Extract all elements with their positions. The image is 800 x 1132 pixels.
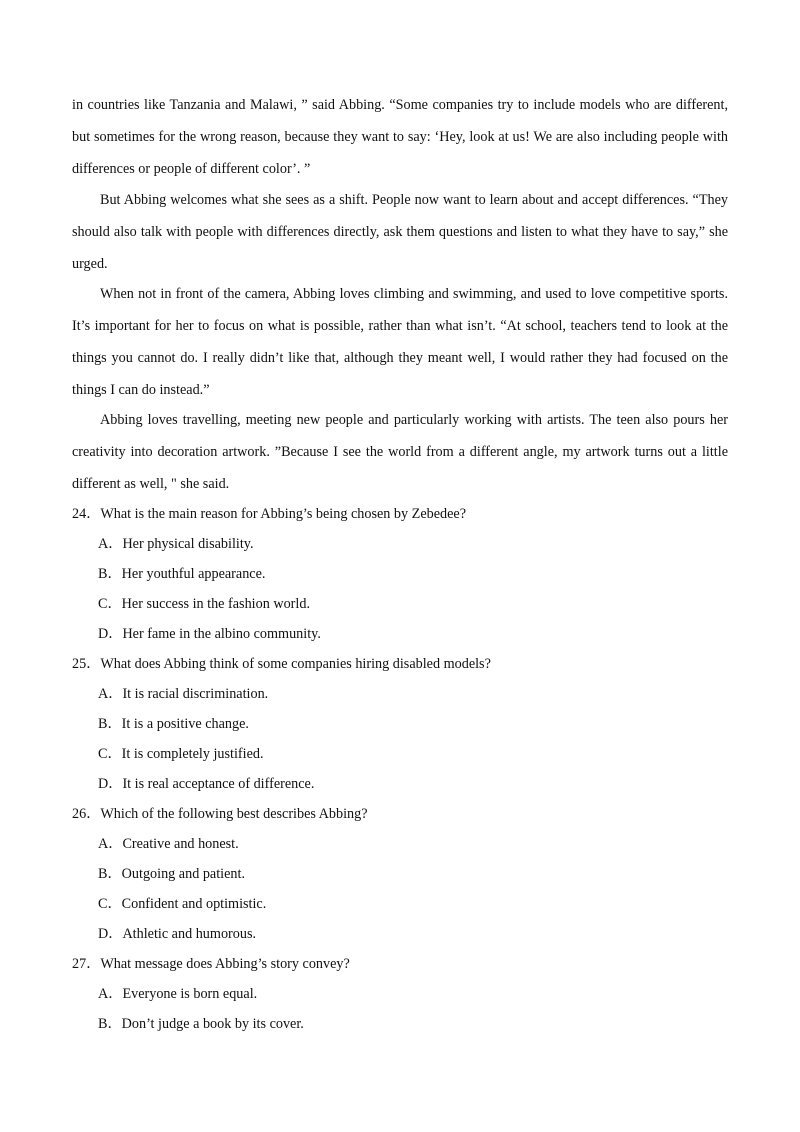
question-text: Which of the following best describes Abbing? bbox=[100, 806, 368, 822]
question-number: 24． bbox=[72, 506, 101, 522]
option-24-c bbox=[98, 594, 718, 614]
option-letter: B． bbox=[98, 1016, 122, 1032]
option-text: It is a positive change. bbox=[121, 716, 249, 732]
option-text: Her success in the fashion world. bbox=[121, 596, 310, 612]
passage-paragraph-3: When not in front of the camera, Abbing loves climbing and swimming, and used to love competitive sports. It’s important for her to focus on what is possible, rather than what isn’t. “At school, teachers tend to look at the things you cannot do. I really didn’t like that, although they meant well, I would rather they had focused on the things I can do instead.” bbox=[72, 286, 728, 398]
option-25-c bbox=[98, 744, 718, 764]
option-text: It is racial discrimination. bbox=[122, 686, 269, 702]
option-letter: A． bbox=[98, 536, 123, 552]
option-text: Athletic and humorous. bbox=[122, 926, 257, 942]
option-letter: B． bbox=[98, 866, 122, 882]
option-letter: A． bbox=[98, 686, 123, 702]
question-text: What is the main reason for Abbing’s being chosen by Zebedee? bbox=[100, 506, 467, 522]
option-text: Confident and optimistic. bbox=[121, 896, 267, 912]
option-letter: C． bbox=[98, 596, 122, 612]
option-text: Her fame in the albino community. bbox=[122, 626, 321, 642]
option-24-d bbox=[98, 624, 718, 644]
option-text: Creative and honest. bbox=[122, 836, 239, 852]
option-text: Her youthful appearance. bbox=[121, 566, 266, 582]
option-24-a bbox=[98, 534, 718, 554]
passage-paragraph-4: Abbing loves travelling, meeting new people and particularly working with artists. The teen also pours her creativity into decoration artwork. ”Because I see the world from a different angle, my artwork turns out a little different as well, " she said. bbox=[72, 412, 728, 492]
question-26 bbox=[72, 804, 728, 824]
question-number: 25． bbox=[72, 656, 101, 672]
question-text: What does Abbing think of some companies hiring disabled models? bbox=[100, 656, 491, 672]
option-letter: D． bbox=[98, 776, 123, 792]
option-25-d bbox=[98, 774, 718, 794]
option-text: Everyone is born equal. bbox=[122, 986, 258, 1002]
option-24-b bbox=[98, 564, 718, 584]
question-number: 26． bbox=[72, 806, 101, 822]
option-26-c bbox=[98, 894, 718, 914]
option-text: It is completely justified. bbox=[121, 746, 264, 762]
option-letter: D． bbox=[98, 926, 123, 942]
option-25-b bbox=[98, 714, 718, 734]
option-25-a bbox=[98, 684, 718, 704]
option-letter: A． bbox=[98, 986, 123, 1002]
option-27-b bbox=[98, 1014, 718, 1034]
question-24 bbox=[72, 504, 728, 524]
question-text: What message does Abbing’s story convey? bbox=[100, 956, 350, 972]
question-number: 27． bbox=[72, 956, 101, 972]
option-letter: B． bbox=[98, 716, 122, 732]
passage-paragraph-1: in countries like Tanzania and Malawi, ” said Abbing. “Some companies try to include models who are different, but sometimes for the wrong reason, because they want to say: ‘Hey, look at us! We are also including people with differences or people of different color’. ” bbox=[72, 97, 728, 177]
option-letter: B． bbox=[98, 566, 122, 582]
question-25 bbox=[72, 654, 728, 674]
option-text: Her physical disability. bbox=[122, 536, 254, 552]
option-27-a bbox=[98, 984, 718, 1004]
option-letter: C． bbox=[98, 896, 122, 912]
option-text: Don’t judge a book by its cover. bbox=[121, 1016, 304, 1032]
option-letter: D． bbox=[98, 626, 123, 642]
option-26-a bbox=[98, 834, 718, 854]
option-letter: C． bbox=[98, 746, 122, 762]
option-text: Outgoing and patient. bbox=[121, 866, 245, 882]
option-letter: A． bbox=[98, 836, 123, 852]
question-27 bbox=[72, 954, 728, 974]
option-text: It is real acceptance of difference. bbox=[122, 776, 315, 792]
option-26-b bbox=[98, 864, 718, 884]
passage-paragraph-2: But Abbing welcomes what she sees as a shift. People now want to learn about and accept differences. “They should also talk with people with differences directly, ask them questions and listen to what they have to say,” she urged. bbox=[72, 192, 728, 272]
option-26-d bbox=[98, 924, 718, 944]
